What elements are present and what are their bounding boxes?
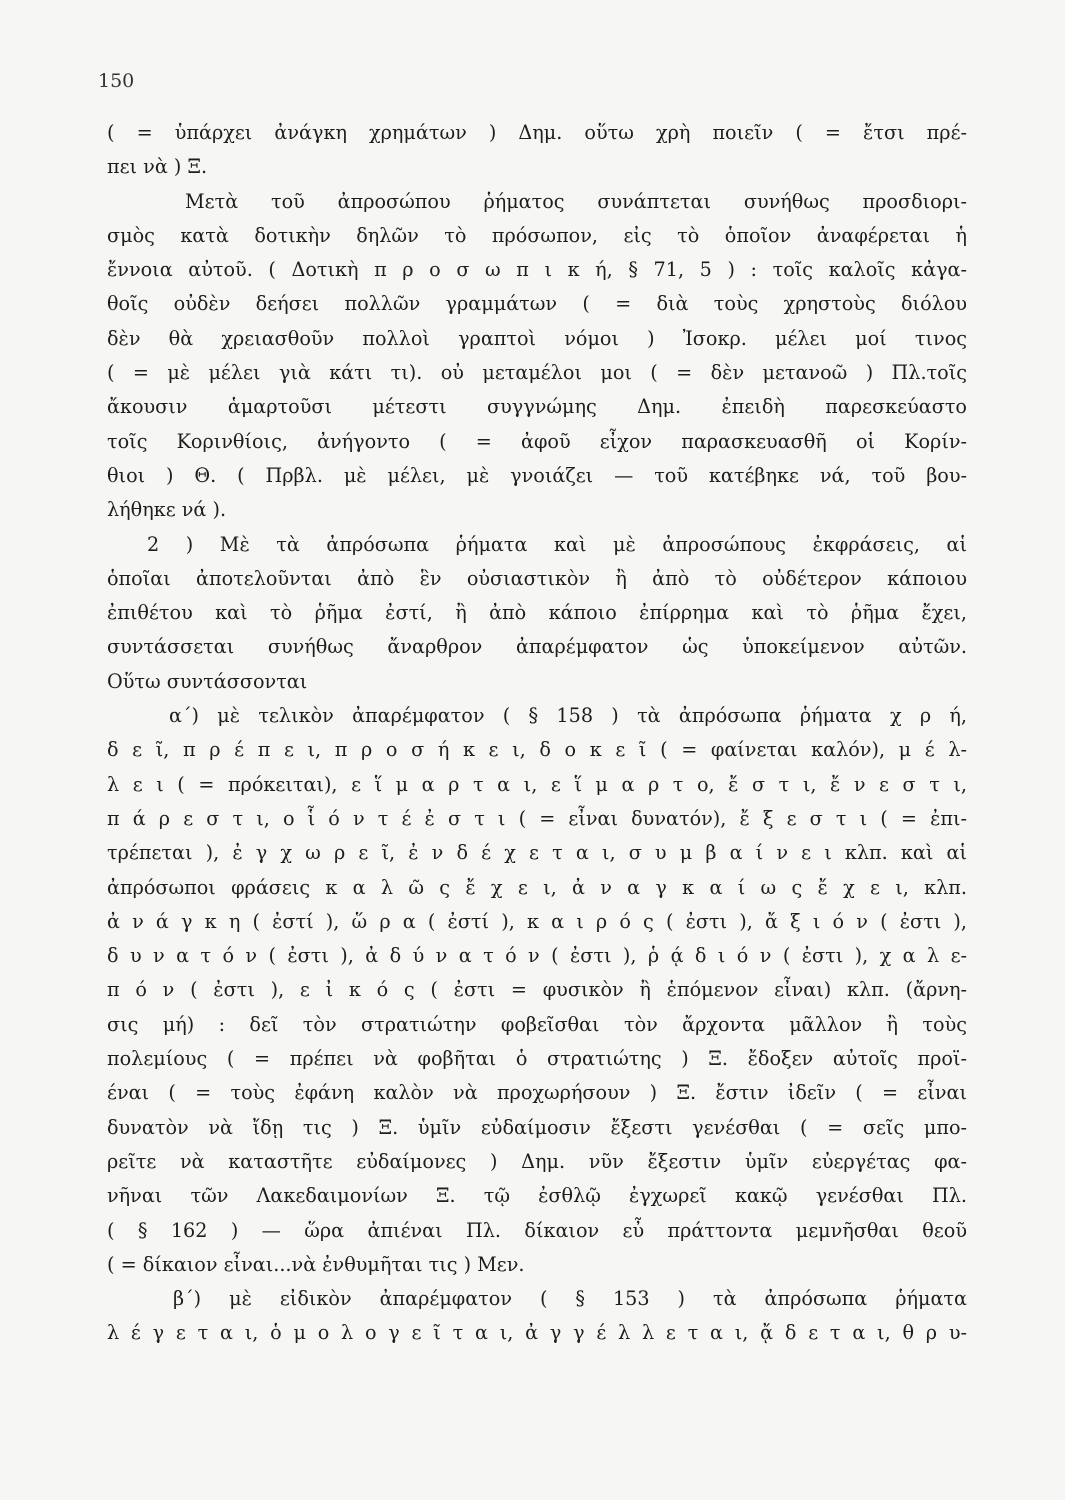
text-line: π ά ρ ε σ τ ι, ο ἷ ό ν τ έ ἐ σ τ ι ( = εἶναι δυνατόν), ἔ ξ ε σ τ ι ( = ἐπι-: [107, 806, 967, 830]
text-line: ( = μὲ μέλει γιὰ κάτι τι). οὐ μεταμέλοι μοι ( = δὲν μετανοῶ ) Πλ.τοῖς: [107, 361, 967, 385]
text-line: ἄκουσιν ἁμαρτοῦσι μέτεστι συγγνώμης Δημ. ἐπειδὴ παρεσκεύαστο: [107, 395, 967, 419]
text-line: β΄) μὲ εἰδικὸν ἀπαρέμφατον ( § 153 ) τὰ ἀπρόσωπα ῥήματα: [173, 1287, 967, 1311]
page-body: [107, 116, 967, 1351]
text-line: 2 ) Μὲ τὰ ἀπρόσωπα ῥήματα καὶ μὲ ἀπροσώπους ἐκφράσεις, αἱ: [147, 532, 967, 556]
text-line: ( § 162 ) — ὥρα ἀπιέναι Πλ. δίκαιον εὖ πράττοντα μεμνῆσθαι θεοῦ: [107, 1218, 967, 1242]
text-line: πει νὰ ) Ξ.: [107, 155, 208, 179]
text-line: δὲν θὰ χρειασθοῦν πολλοὶ γραπτοὶ νόμοι ) Ἰσοκρ. μέλει μοί τινος: [107, 326, 967, 350]
text-line: ἐπιθέτου καὶ τὸ ῥῆμα ἐστί, ἢ ἀπὸ κάποιο ἐπίρρημα καὶ τὸ ῥῆμα ἔχει,: [107, 601, 967, 625]
text-line: λ ε ι ( = πρόκειται), ε ἵ μ α ρ τ α ι, ε ἵ μ α ρ τ ο, ἔ σ τ ι, ἔ ν ε σ τ ι,: [107, 772, 967, 796]
text-line: π ό ν ( ἐστι ), ε ἰ κ ό ς ( ἐστι = φυσικὸν ἢ ἑπόμενον εἶναι) κλπ. (ἄρνη-: [107, 978, 967, 1002]
text-line: ὁποῖαι ἀποτελοῦνται ἀπὸ ἓν οὐσιαστικὸν ἢ ἀπὸ τὸ οὐδέτερον κάποιου: [107, 566, 967, 590]
text-line: συντάσσεται συνήθως ἄναρθρον ἀπαρέμφατον ὡς ὑποκείμενον αὐτῶν.: [107, 635, 967, 659]
text-line: α΄) μὲ τελικὸν ἀπαρέμφατον ( § 158 ) τὰ ἀπρόσωπα ῥήματα χ ρ ή,: [169, 704, 967, 728]
text-line: σμὸς κατὰ δοτικὴν δηλῶν τὸ πρόσωπον, εἰς τὸ ὁποῖον ἀναφέρεται ἡ: [107, 223, 967, 247]
text-line: έναι ( = τοὺς ἐφάνη καλὸν νὰ προχωρήσουν ) Ξ. ἔστιν ἰδεῖν ( = εἶναι: [107, 1081, 967, 1105]
text-line: ἀ ν ά γ κ η ( ἐστί ), ὥ ρ α ( ἐστί ), κ α ι ρ ό ς ( ἐστι ), ἄ ξ ι ό ν ( ἐστι ),: [107, 909, 967, 933]
text-line: ἀπρόσωποι φράσεις κ α λ ῶ ς ἔ χ ε ι, ἀ ν α γ κ α ί ω ς ἔ χ ε ι, κλπ.: [107, 875, 967, 899]
text-line: Οὕτω συντάσσονται: [107, 669, 308, 693]
text-line: ( = ὑπάρχει ἀνάγκη χρημάτων ) Δημ. οὕτω χρὴ ποιεῖν ( = ἔτσι πρέ-: [107, 121, 967, 144]
text-line: ἔννοια αὐτοῦ. ( Δοτικὴ π ρ ο σ ω π ι κ ή, § 71, 5 ) : τοῖς καλοῖς κἀγα-: [107, 258, 967, 282]
text-line: θιοι ) Θ. ( Πρβλ. μὲ μέλει, μὲ γνοιάζει — τοῦ κατέβηκε νά, τοῦ βου-: [107, 463, 967, 487]
text-line: σις μή) : δεῖ τὸν στρατιώτην φοβεῖσθαι τὸν ἄρχοντα μᾶλλον ἢ τοὺς: [107, 1012, 967, 1036]
text-line: πολεμίους ( = πρέπει νὰ φοβῆται ὁ στρατιώτης ) Ξ. ἔδοξεν αὐτοῖς προϊ-: [107, 1047, 967, 1071]
text-line: νῆναι τῶν Λακεδαιμονίων Ξ. τῷ ἐσθλῷ ἐγχωρεῖ κακῷ γενέσθαι Πλ.: [107, 1184, 967, 1208]
text-line: τοῖς Κορινθίοις, ἀνήγοντο ( = ἀφοῦ εἶχον παρασκευασθῆ οἱ Κορίν-: [107, 429, 967, 453]
page-number: 150: [98, 70, 135, 92]
text-line: δυνατὸν νὰ ἴδῃ τις ) Ξ. ὑμῖν εὐδαίμοσιν ἔξεστι γενέσθαι ( = σεῖς μπο-: [107, 1115, 967, 1139]
text-line: Μετὰ τοῦ ἀπροσώπου ῥήματος συνάπτεται συνήθως προσδιορι-: [185, 189, 967, 213]
text-line: ρεῖτε νὰ καταστῆτε εὐδαίμονες ) Δημ. νῦν ἔξεστιν ὑμῖν εὐεργέτας φα-: [107, 1149, 967, 1173]
text-line: τρέπεται ), ἐ γ χ ω ρ ε ῖ, ἐ ν δ έ χ ε τ α ι, σ υ μ β α ί ν ε ι κλπ. καὶ αἱ: [107, 841, 967, 865]
text-line: ( = δίκαιον εἶναι...νὰ ἐνθυμῆται τις ) Μεν.: [107, 1252, 525, 1276]
text-line: λ έ γ ε τ α ι, ὁ μ ο λ ο γ ε ῖ τ α ι, ἀ γ γ έ λ λ ε τ α ι, ᾄ δ ε τ α ι, θ ρ υ-: [107, 1321, 967, 1345]
text-line: λήθηκε νά ).: [107, 498, 227, 522]
text-line: θοῖς οὐδὲν δεήσει πολλῶν γραμμάτων ( = διὰ τοὺς χρηστοὺς διόλου: [107, 292, 967, 316]
text-line: δ ε ῖ, π ρ έ π ε ι, π ρ ο σ ή κ ε ι, δ ο κ ε ῖ ( = φαίνεται καλόν), μ έ λ-: [107, 738, 967, 762]
text-line: δ υ ν α τ ό ν ( ἐστι ), ἀ δ ύ ν α τ ό ν ( ἐστι ), ῥ ᾴ δ ι ό ν ( ἐστι ), χ α λ ε-: [107, 944, 967, 968]
